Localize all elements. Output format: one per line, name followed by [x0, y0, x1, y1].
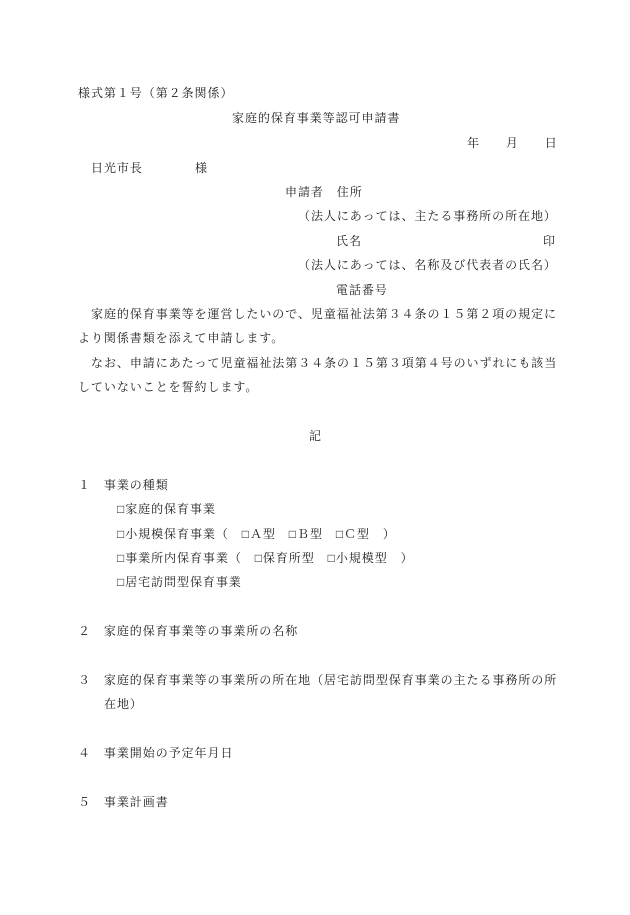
phone-label: 電話番号: [336, 283, 388, 297]
checkbox-glyph: □: [117, 527, 126, 541]
checkbox-glyph: □: [117, 575, 126, 589]
item-label: 事業開始の予定年月日: [103, 746, 234, 760]
close-paren: ）: [400, 551, 414, 565]
close-paren: ）: [382, 527, 396, 541]
item-3-heading: [78, 668, 557, 692]
name-label: 氏名: [336, 234, 362, 248]
form-number: 様式第１号（第２条関係）: [78, 86, 234, 100]
date-day-label: 日: [544, 136, 558, 150]
option-label: 事業所内保育事業: [125, 551, 229, 565]
date-line: [467, 131, 558, 155]
subtype-label-b: Ｂ型: [297, 527, 323, 541]
statement-line: 家庭的保育事業等を運営したいので、児童福祉法第３４条の１５第２項の規定に: [91, 307, 557, 321]
checkbox-glyph: □: [335, 527, 345, 541]
option-label: 家庭的保育事業: [125, 502, 216, 516]
date-month-label: 月: [505, 136, 519, 150]
subtype-label-shokibo: 小規模型: [335, 551, 388, 565]
item-label: 事業の種類: [103, 478, 169, 492]
subtype-label-hoikusho: 保育所型: [262, 551, 315, 565]
item-1-heading: [78, 473, 169, 497]
checkbox-glyph: □: [327, 551, 336, 565]
addressee-honorific: 様: [195, 161, 208, 175]
item-4-heading: [78, 741, 233, 765]
checkbox-glyph: □: [288, 527, 297, 541]
applicant-label: 申請者: [285, 185, 324, 199]
item-number: １: [78, 478, 91, 492]
item-label: 家庭的保育事業等の事業所の名称: [103, 624, 299, 638]
item-number: ４: [78, 746, 91, 760]
checkbox-glyph: □: [117, 551, 126, 565]
option-jigyoshonai-hoiku: [117, 546, 414, 570]
statement-line: なお、申請にあたって児童福祉法第３４条の１５第３項第４号のいずれにも該当: [91, 356, 558, 370]
option-shokibo-hoiku: [117, 522, 396, 546]
checkbox-glyph: □: [117, 502, 126, 516]
item-label: 事業計画書: [103, 795, 169, 809]
addressee-name: 日光市長: [91, 161, 143, 175]
item-label: 家庭的保育事業等の事業所の所在地（居宅訪問型保育事業の主たる事務所の所: [103, 673, 558, 687]
open-paren: （: [228, 551, 242, 565]
item-5-heading: [78, 790, 169, 814]
checkbox-glyph: □: [241, 527, 250, 541]
form-title: 家庭的保育事業等認可申請書: [232, 111, 401, 125]
item-number: ２: [78, 624, 91, 638]
address-note: （法人にあっては、主たる事務所の所在地）: [298, 209, 557, 223]
statement-line: より関係書類を添えて申請します。: [78, 331, 285, 345]
item-number: ５: [78, 795, 91, 809]
item-number: ３: [78, 673, 91, 687]
ki-heading: 記: [309, 429, 322, 443]
item-label-continued: 在地）: [104, 697, 143, 711]
option-label: 居宅訪問型保育事業: [125, 575, 242, 589]
applicant-address-line: [285, 180, 363, 204]
option-label: 小規模保育事業: [125, 527, 216, 541]
subtype-label-a: Ａ型: [249, 527, 276, 541]
name-note: （法人にあっては、名称及び代表者の氏名）: [298, 258, 557, 272]
seal-mark: 印: [543, 234, 556, 248]
option-kateiteki-hoiku: [117, 497, 216, 521]
address-label: 住所: [336, 185, 363, 199]
option-kyotaku-homon-hoiku: [117, 570, 242, 594]
statement-line: していないことを誓約します。: [78, 380, 259, 394]
open-paren: （: [215, 527, 229, 541]
checkbox-glyph: □: [254, 551, 263, 565]
item-2-heading: [78, 619, 298, 643]
subtype-label-c: Ｃ型: [344, 527, 370, 541]
date-year-label: 年: [467, 136, 480, 150]
